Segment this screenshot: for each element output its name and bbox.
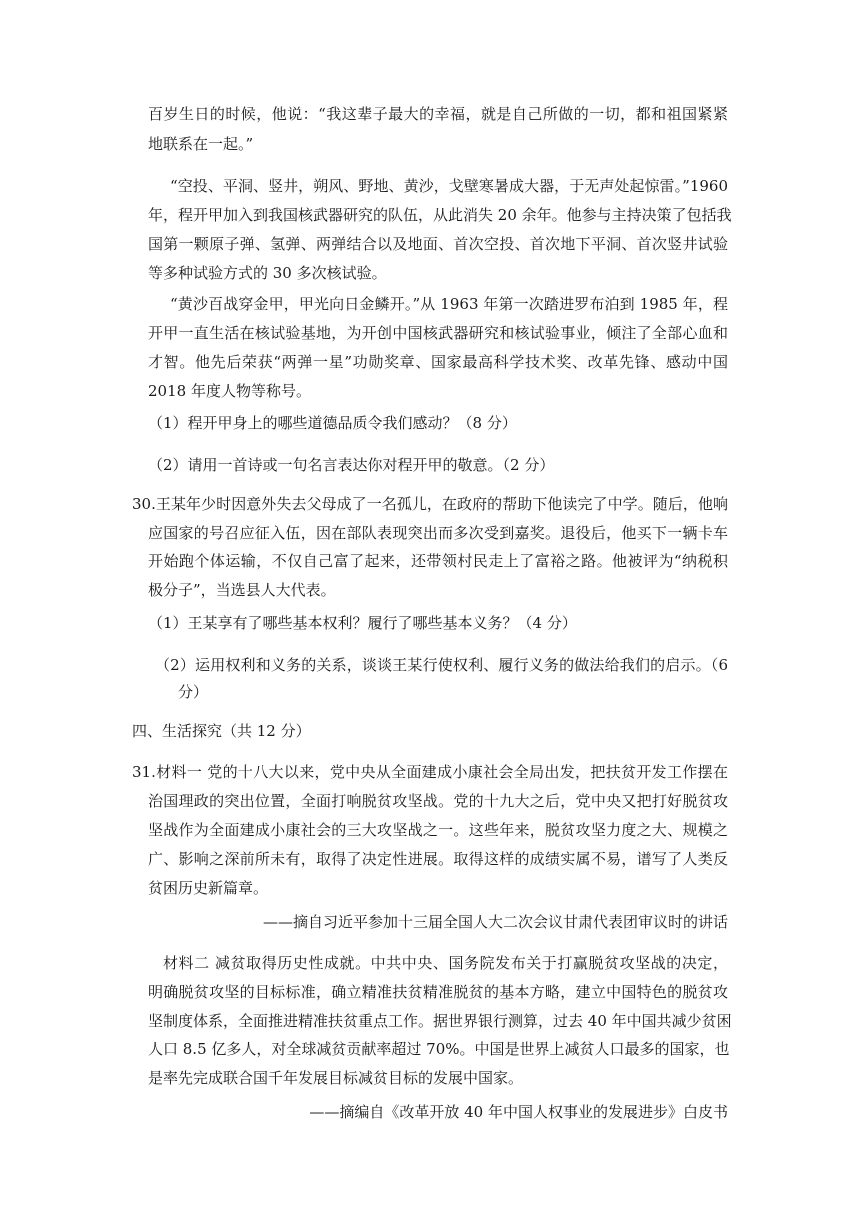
section-heading: 四、生活探究（共 12 分） bbox=[132, 722, 311, 740]
material-2-line: 材料二 减贫取得历史性成就。中共中央、国务院发布关于打赢脱贫攻坚战的决定， bbox=[163, 954, 728, 972]
paragraph-line: 百岁生日的时候，他说：“我这辈子最大的幸福，就是自己所做的一切，都和祖国紧紧 bbox=[148, 105, 728, 123]
question-30-line: 开始跑个体运输，不仅自己富了起来，还带领村民走上了富裕之路。他被评为“纳税积 bbox=[148, 552, 728, 570]
question-30-part-1: （1）王某享有了哪些基本权利？履行了哪些基本义务？（4 分） bbox=[148, 614, 577, 632]
paragraph-line: 等多种试验方式的 30 多次核试验。 bbox=[148, 264, 387, 282]
paragraph-line: 地联系在一起。” bbox=[148, 135, 254, 153]
question-30-part-2-cont: 分） bbox=[178, 683, 209, 701]
question-31-line: 坚战作为全面建成小康社会的三大攻坚战之一。这些年来，脱贫攻坚力度之大、规模之 bbox=[148, 821, 728, 839]
paragraph-line: “空投、平洞、竖井，朔风、野地、黄沙，戈壁寒暑成大器，于无声处起惊雷。”1960 bbox=[170, 177, 728, 195]
source-citation: ——摘自习近平参加十三届全国人大二次会议甘肃代表团审议时的讲话 bbox=[262, 913, 728, 931]
paragraph-line: 开甲一直生活在核试验基地，为开创中国核武器研究和核试验事业，倾注了全部心血和 bbox=[148, 324, 728, 342]
question-31-line: 广、影响之深前所未有，取得了决定性进展。取得这样的成绩实属不易，谱写了人类反 bbox=[148, 850, 728, 868]
question-30-part-2: （2）运用权利和义务的关系，谈谈王某行使权利、履行义务的做法给我们的启示。（6 bbox=[155, 656, 728, 674]
paragraph-line: 年，程开甲加入到我国核武器研究的队伍，从此消失 20 余年。他参与主持决策了包括我 bbox=[148, 206, 732, 224]
paragraph-line: 才智。他先后荣获“两弹一星”功勋奖章、国家最高科学技术奖、改革先锋、感动中国 bbox=[148, 353, 728, 371]
question-31-line: 贫困历史新篇章。 bbox=[148, 879, 269, 897]
source-citation: ——摘编自《改革开放 40 年中国人权事业的发展进步》白皮书 bbox=[309, 1103, 728, 1121]
question-31-line: 治国理政的突出位置，全面打响脱贫攻坚战。党的十九大之后，党中央又把打好脱贫攻 bbox=[148, 792, 728, 810]
paragraph-line: 2018 年度人物等称号。 bbox=[148, 382, 311, 400]
question-30-line: 极分子”，当选县人大代表。 bbox=[148, 581, 336, 599]
material-2-line: 坚制度体系，全面推进精准扶贫重点工作。据世界银行测算，过去 40 年中国共减少贫困 bbox=[148, 1012, 732, 1030]
paragraph-line: “黄沙百战穿金甲，甲光向日金鳞开。”从 1963 年第一次踏进罗布泊到 1985 年，程 bbox=[170, 295, 728, 313]
paragraph-line: 国第一颗原子弹、氢弹、两弹结合以及地面、首次空投、首次地下平洞、首次竖井试验 bbox=[148, 235, 728, 253]
question-29-part-1: （1）程开甲身上的哪些道德品质令我们感动？（8 分） bbox=[148, 414, 517, 432]
material-2-line: 明确脱贫攻坚的目标标准，确立精准扶贫精准脱贫的基本方略，建立中国特色的脱贫攻 bbox=[148, 983, 728, 1001]
material-2-line: 是率先完成联合国千年发展目标减贫目标的发展中国家。 bbox=[148, 1069, 524, 1087]
question-30-line: 30.王某年少时因意外失去父母成了一名孤儿，在政府的帮助下他读完了中学。随后，他响 bbox=[132, 495, 728, 513]
question-29-part-2: （2）请用一首诗或一句名言表达你对程开甲的敬意。（2 分） bbox=[148, 456, 555, 474]
question-31-line: 31.材料一 党的十八大以来，党中央从全面建成小康社会全局出发，把扶贫开发工作摆在 bbox=[132, 763, 728, 781]
question-30-line: 应国家的号召应征入伍，因在部队表现突出而多次受到嘉奖。退役后，他买下一辆卡车 bbox=[148, 524, 728, 542]
material-2-line: 人口 8.5 亿多人，对全球减贫贡献率超过 70%。中国是世界上减贫人口最多的国家，也 bbox=[148, 1040, 730, 1058]
